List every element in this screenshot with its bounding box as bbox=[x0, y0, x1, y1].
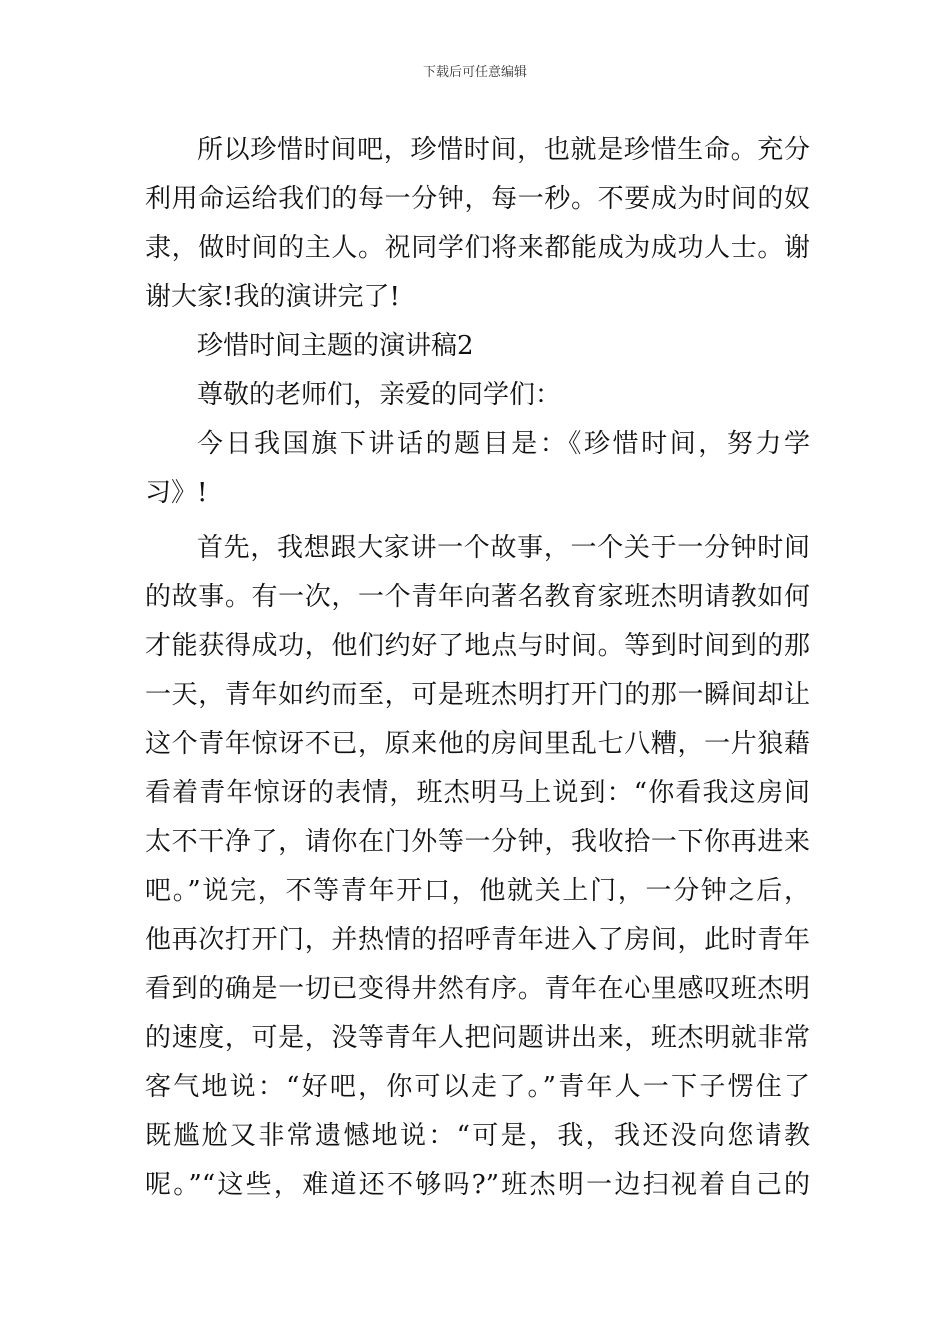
text-line: 隶，做时间的主人。祝同学们将来都能成为成功人士。谢 bbox=[145, 233, 810, 263]
text-line: 他再次打开门，并热情的招呼青年进入了房间，此时青年 bbox=[145, 925, 810, 955]
text-line: 习》! bbox=[145, 478, 208, 508]
document-body bbox=[145, 126, 810, 1210]
text-line: 谢大家!我的演讲完了! bbox=[145, 282, 400, 312]
text-line: 利用命运给我们的每一分钟，每一秒。不要成为时间的奴 bbox=[145, 184, 810, 214]
text-line: 看到的确是一切已变得井然有序。青年在心里感叹班杰明 bbox=[145, 974, 810, 1004]
salutation: 尊敬的老师们，亲爱的同学们： bbox=[197, 380, 562, 410]
text-line: 今日我国旗下讲话的题目是：《珍惜时间，努力学 bbox=[197, 429, 810, 459]
text-line: 看着青年惊讶的表情，班杰明马上说到：“你看我这房间 bbox=[145, 778, 810, 808]
text-line: 所以珍惜时间吧，珍惜时间，也就是珍惜生命。充分 bbox=[197, 135, 810, 165]
text-line: 的故事。有一次，一个青年向著名教育家班杰明请教如何 bbox=[145, 582, 810, 612]
text-line: 的速度，可是，没等青年人把问题讲出来，班杰明就非常 bbox=[145, 1023, 810, 1053]
text-line: 客气地说：“好吧，你可以走了。”青年人一下子愣住了 bbox=[145, 1072, 810, 1102]
section-title: 珍惜时间主题的演讲稿2 bbox=[197, 331, 474, 361]
text-line: 呢。”“这些，难道还不够吗?”班杰明一边扫视着自己的 bbox=[145, 1170, 810, 1200]
text-line: 首先，我想跟大家讲一个故事，一个关于一分钟时间 bbox=[197, 533, 810, 563]
text-line: 既尴尬又非常遗憾地说：“可是，我，我还没向您请教 bbox=[145, 1121, 810, 1151]
text-line: 一天，青年如约而至，可是班杰明打开门的那一瞬间却让 bbox=[145, 680, 810, 710]
text-line: 太不干净了，请你在门外等一分钟，我收拾一下你再进来 bbox=[145, 827, 810, 857]
page-header: 下载后可任意编辑 bbox=[422, 65, 527, 80]
text-line: 这个青年惊讶不已，原来他的房间里乱七八糟，一片狼藉 bbox=[145, 729, 810, 759]
text-line: 才能获得成功，他们约好了地点与时间。等到时间到的那 bbox=[145, 631, 810, 661]
text-line: 吧。”说完，不等青年开口，他就关上门，一分钟之后， bbox=[145, 876, 810, 906]
